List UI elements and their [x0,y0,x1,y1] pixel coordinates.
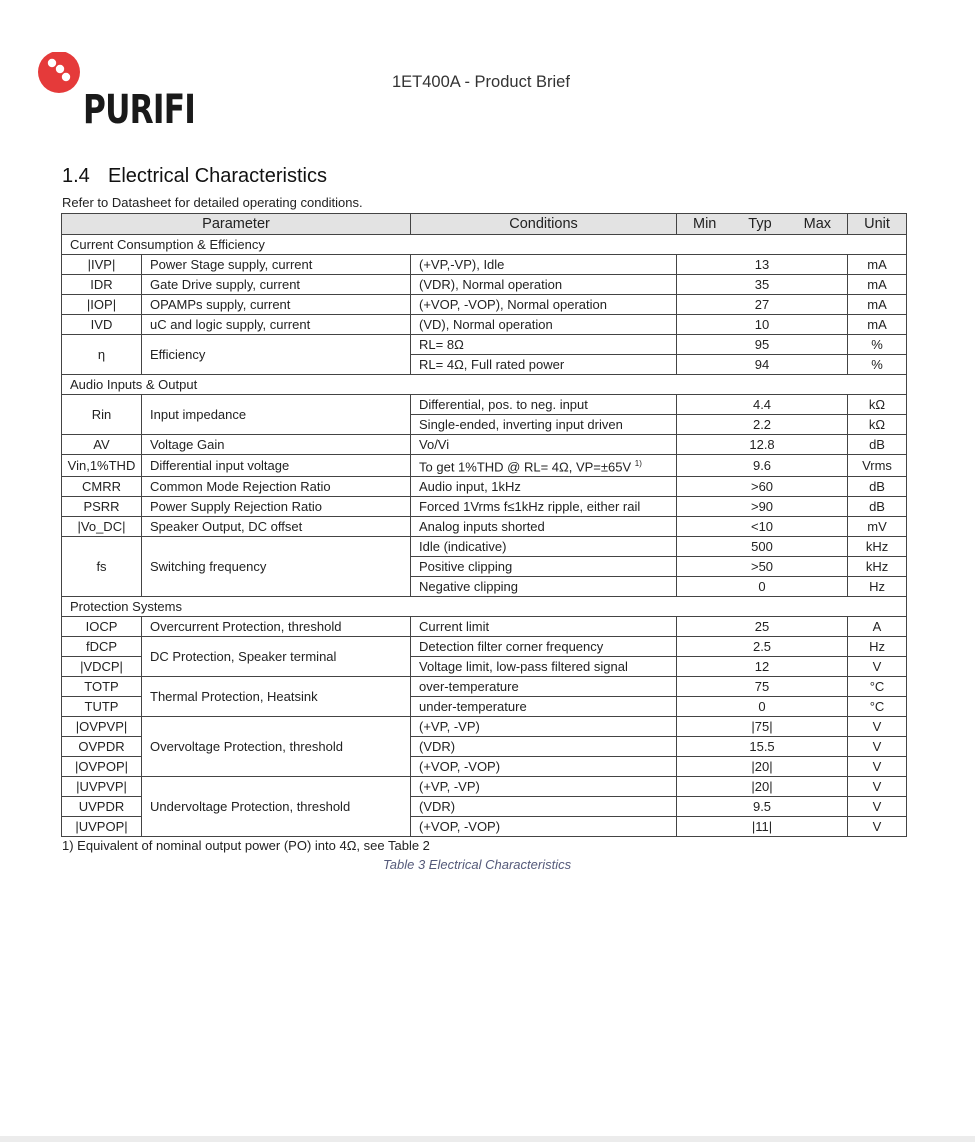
unit-cell: V [848,777,907,797]
typ-cell: |20| [677,777,848,797]
unit-cell: mA [848,275,907,295]
refer-note: Refer to Datasheet for detailed operating conditions. [62,195,363,210]
symbol-cell: |UVPOP| [62,817,142,837]
company-name: PURIFI [83,87,196,133]
unit-cell: mA [848,255,907,275]
conditions-cell: (VDR) [411,797,677,817]
table-row [62,315,907,335]
section-number: 1.4 [62,165,90,187]
conditions-cell: Differential, pos. to neg. input [411,395,677,415]
conditions-cell: RL= 8Ω [411,335,677,355]
symbol-cell: IVD [62,315,142,335]
symbol-cell: Rin [62,395,142,435]
table-row [62,517,907,537]
unit-cell: Hz [848,637,907,657]
conditions-cell: (+VOP, -VOP) [411,757,677,777]
symbol-cell: IDR [62,275,142,295]
table-caption: Table 3 Electrical Characteristics [383,857,572,872]
unit-cell: kHz [848,537,907,557]
conditions-cell: Vo/Vi [411,435,677,455]
col-header-min-typ-max [677,214,848,235]
unit-cell: Hz [848,577,907,597]
typ-cell: 27 [677,295,848,315]
parameter-cell: Overvoltage Protection, threshold [142,717,411,777]
unit-cell: V [848,737,907,757]
table-header-row [62,214,907,235]
parameter-cell: Thermal Protection, Heatsink [142,677,411,717]
typ-cell: <10 [677,517,848,537]
unit-cell: V [848,817,907,837]
symbol-cell: CMRR [62,477,142,497]
typ-cell: 500 [677,537,848,557]
typ-cell: 95 [677,335,848,355]
group-title: Audio Inputs & Output [62,375,907,395]
unit-cell: mA [848,315,907,335]
conditions-cell: (+VOP, -VOP), Normal operation [411,295,677,315]
parameter-cell: Power Supply Rejection Ratio [142,497,411,517]
symbol-cell: Vin,1%THD [62,455,142,477]
table-row [62,335,907,355]
symbol-cell: |VDCP| [62,657,142,677]
conditions-cell: Single-ended, inverting input driven [411,415,677,435]
typ-cell: 0 [677,697,848,717]
symbol-cell: |IOP| [62,295,142,315]
symbol-cell: |OVPVP| [62,717,142,737]
typ-cell: 0 [677,577,848,597]
parameter-cell: Gate Drive supply, current [142,275,411,295]
typ-cell: 75 [677,677,848,697]
typ-cell: 12 [677,657,848,677]
col-header-max: Max [803,216,832,232]
unit-cell: % [848,355,907,375]
conditions-cell: Voltage limit, low-pass filtered signal [411,657,677,677]
parameter-cell: Power Stage supply, current [142,255,411,275]
typ-cell: 2.5 [677,637,848,657]
unit-cell: dB [848,497,907,517]
typ-cell: 4.4 [677,395,848,415]
symbol-cell: UVPDR [62,797,142,817]
unit-cell: V [848,717,907,737]
page-bottom-edge [0,1136,975,1142]
symbol-cell: fs [62,537,142,597]
table-row [62,537,907,557]
conditions-cell: Positive clipping [411,557,677,577]
typ-cell: >50 [677,557,848,577]
typ-cell: 12.8 [677,435,848,455]
unit-cell: mA [848,295,907,315]
unit-cell: V [848,657,907,677]
group-row [62,597,907,617]
col-header-unit: Unit [848,214,907,235]
typ-cell: |20| [677,757,848,777]
symbol-cell: fDCP [62,637,142,657]
footnote-ref: 1) [634,459,642,468]
parameter-cell: uC and logic supply, current [142,315,411,335]
section-title: Electrical Characteristics [108,165,327,187]
symbol-cell: TUTP [62,697,142,717]
unit-cell: kΩ [848,415,907,435]
unit-cell: °C [848,697,907,717]
table-row [62,455,907,477]
parameter-cell: Input impedance [142,395,411,435]
table-row [62,777,907,797]
typ-cell: >60 [677,477,848,497]
table-row [62,637,907,657]
group-title: Current Consumption & Efficiency [62,235,907,255]
col-header-typ: Typ [748,216,772,232]
conditions-cell: (VDR) [411,737,677,757]
parameter-cell: Overcurrent Protection, threshold [142,617,411,637]
group-row [62,375,907,395]
table-row [62,435,907,455]
conditions-cell: (+VP, -VP) [411,777,677,797]
conditions-cell: over-temperature [411,677,677,697]
table-footnote: 1) Equivalent of nominal output power (PO) into 4Ω, see Table 2 [62,838,430,853]
section-heading [62,165,327,188]
conditions-cell: (VD), Normal operation [411,315,677,335]
symbol-cell: AV [62,435,142,455]
typ-cell: 10 [677,315,848,335]
parameter-cell: Speaker Output, DC offset [142,517,411,537]
group-row [62,235,907,255]
typ-cell: |75| [677,717,848,737]
unit-cell: Vrms [848,455,907,477]
table-row [62,275,907,295]
conditions-cell: (VDR), Normal operation [411,275,677,295]
typ-cell: 35 [677,275,848,295]
unit-cell: mV [848,517,907,537]
table-row [62,477,907,497]
unit-cell: V [848,797,907,817]
symbol-cell: IOCP [62,617,142,637]
unit-cell: A [848,617,907,637]
table-row [62,255,907,275]
symbol-cell: |IVP| [62,255,142,275]
unit-cell: dB [848,477,907,497]
conditions-cell: (+VOP, -VOP) [411,817,677,837]
parameter-cell: DC Protection, Speaker terminal [142,637,411,677]
electrical-characteristics-table [61,213,907,837]
unit-cell: kHz [848,557,907,577]
unit-cell: % [848,335,907,355]
typ-cell: 15.5 [677,737,848,757]
table-row [62,717,907,737]
typ-cell: 13 [677,255,848,275]
conditions-cell: (+VP,-VP), Idle [411,255,677,275]
group-title: Protection Systems [62,597,907,617]
typ-cell: 9.6 [677,455,848,477]
conditions-cell: Analog inputs shorted [411,517,677,537]
conditions-cell: Current limit [411,617,677,637]
typ-cell: 9.5 [677,797,848,817]
typ-cell: |11| [677,817,848,837]
table-row [62,497,907,517]
conditions-cell: Audio input, 1kHz [411,477,677,497]
symbol-cell: TOTP [62,677,142,697]
parameter-cell: Common Mode Rejection Ratio [142,477,411,497]
unit-cell: kΩ [848,395,907,415]
parameter-cell: Differential input voltage [142,455,411,477]
document-title: 1ET400A - Product Brief [392,73,570,91]
conditions-cell [411,455,677,477]
table-row [62,617,907,637]
conditions-cell: RL= 4Ω, Full rated power [411,355,677,375]
conditions-cell: Detection filter corner frequency [411,637,677,657]
col-header-parameter: Parameter [62,214,411,235]
parameter-cell: OPAMPs supply, current [142,295,411,315]
table-row [62,677,907,697]
col-header-conditions: Conditions [411,214,677,235]
conditions-cell: Idle (indicative) [411,537,677,557]
typ-cell: 25 [677,617,848,637]
table-row [62,395,907,415]
conditions-cell: (+VP, -VP) [411,717,677,737]
typ-cell: >90 [677,497,848,517]
symbol-cell: PSRR [62,497,142,517]
typ-cell: 2.2 [677,415,848,435]
symbol-cell: η [62,335,142,375]
symbol-cell: |Vo_DC| [62,517,142,537]
conditions-cell: under-temperature [411,697,677,717]
parameter-cell: Undervoltage Protection, threshold [142,777,411,837]
parameter-cell: Voltage Gain [142,435,411,455]
conditions-text: To get 1%THD @ RL= 4Ω, VP=±65V [419,459,632,475]
symbol-cell: OVPDR [62,737,142,757]
unit-cell: °C [848,677,907,697]
parameter-cell: Efficiency [142,335,411,375]
conditions-cell: Forced 1Vrms f≤1kHz ripple, either rail [411,497,677,517]
conditions-cell: Negative clipping [411,577,677,597]
col-header-min: Min [692,216,717,232]
typ-cell: 94 [677,355,848,375]
symbol-cell: |UVPVP| [62,777,142,797]
parameter-cell: Switching frequency [142,537,411,597]
unit-cell: dB [848,435,907,455]
unit-cell: V [848,757,907,777]
table-row [62,295,907,315]
symbol-cell: |OVPOP| [62,757,142,777]
